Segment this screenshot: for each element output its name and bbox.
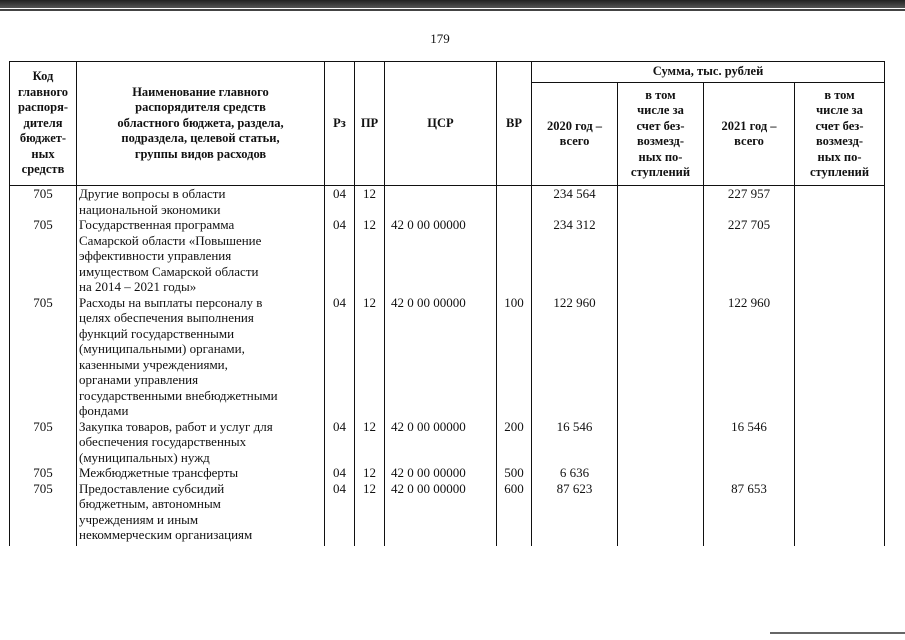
spacer-cell <box>532 543 618 546</box>
header-vr: ВР <box>497 62 532 186</box>
header-2020-total: 2020 год – всего <box>532 83 618 186</box>
cell-name: Расходы на выплаты персоналу в целях обеспечения выполнения функций государственными (муниципальными) органами, казенными учреждениями, органами управления государственными внебюджетными фондами <box>77 295 325 419</box>
cell-2021-free <box>795 186 885 218</box>
cell-rz: 04 <box>325 186 355 218</box>
cell-2020-free <box>618 481 704 543</box>
cell-csr: 42 0 00 00000 <box>385 465 497 481</box>
cell-name: Предоставление субсидий бюджетным, автономным учреждениям и иным некоммерческим организациям <box>77 481 325 543</box>
spacer-cell <box>77 543 325 546</box>
table-row <box>10 295 885 419</box>
cell-csr: 42 0 00 00000 <box>385 295 497 419</box>
cell-pr: 12 <box>355 465 385 481</box>
table-row <box>10 217 885 295</box>
cell-pr: 12 <box>355 217 385 295</box>
header-2020-free: в том числе за счет без- возмезд- ных по- ступлений <box>618 83 704 186</box>
table-row <box>10 465 885 481</box>
cell-2021-total: 87 653 <box>704 481 795 543</box>
cell-vr: 200 <box>497 419 532 466</box>
cell-2020-total: 234 312 <box>532 217 618 295</box>
cell-vr <box>497 186 532 218</box>
header-rz: Рз <box>325 62 355 186</box>
header-name: Наименование главного распорядителя средств областного бюджета, раздела, подраздела, целевой статьи, группы видов расходов <box>77 62 325 186</box>
spacer-cell <box>497 543 532 546</box>
cell-pr: 12 <box>355 419 385 466</box>
cell-2020-total: 6 636 <box>532 465 618 481</box>
cell-2021-total: 227 705 <box>704 217 795 295</box>
cell-2021-free <box>795 217 885 295</box>
cell-csr: 42 0 00 00000 <box>385 217 497 295</box>
cell-rz: 04 <box>325 481 355 543</box>
cell-name: Государственная программа Самарской области «Повышение эффективности управления имуществом Самарской области на 2014 – 2021 годы» <box>77 217 325 295</box>
header-sum: Сумма, тыс. рублей <box>532 62 885 83</box>
cell-2020-total: 87 623 <box>532 481 618 543</box>
budget-table <box>9 61 885 546</box>
cell-2020-free <box>618 217 704 295</box>
cell-2020-free <box>618 465 704 481</box>
cell-2021-total: 227 957 <box>704 186 795 218</box>
header-pr: ПР <box>355 62 385 186</box>
cell-2021-total <box>704 465 795 481</box>
cell-2021-free <box>795 295 885 419</box>
spacer-cell <box>325 543 355 546</box>
cell-csr: 42 0 00 00000 <box>385 481 497 543</box>
cell-csr <box>385 186 497 218</box>
spacer-cell <box>385 543 497 546</box>
scan-top-border <box>0 0 905 8</box>
spacer-cell <box>618 543 704 546</box>
cell-pr: 12 <box>355 186 385 218</box>
table-row <box>10 481 885 543</box>
header-2021-free: в том числе за счет без- возмезд- ных по- ступлений <box>795 83 885 186</box>
cell-name: Другие вопросы в области национальной экономики <box>77 186 325 218</box>
cell-kod: 705 <box>10 419 77 466</box>
cell-vr: 100 <box>497 295 532 419</box>
cell-2020-total: 234 564 <box>532 186 618 218</box>
cell-2021-total: 16 546 <box>704 419 795 466</box>
cell-pr: 12 <box>355 295 385 419</box>
cell-rz: 04 <box>325 419 355 466</box>
cell-vr <box>497 217 532 295</box>
cell-vr: 600 <box>497 481 532 543</box>
header-kod: Код главного распоря- дителя бюджет- ных средств <box>10 62 77 186</box>
cell-rz: 04 <box>325 217 355 295</box>
cell-2021-total: 122 960 <box>704 295 795 419</box>
spacer-cell <box>704 543 795 546</box>
cell-pr: 12 <box>355 481 385 543</box>
cell-2021-free <box>795 465 885 481</box>
header-2021-total: 2021 год – всего <box>704 83 795 186</box>
cell-2020-free <box>618 419 704 466</box>
cell-csr: 42 0 00 00000 <box>385 419 497 466</box>
page-number: 179 <box>430 31 450 46</box>
spacer-cell <box>355 543 385 546</box>
cell-rz: 04 <box>325 465 355 481</box>
table-row <box>10 419 885 466</box>
cell-2020-free <box>618 186 704 218</box>
header-csr: ЦСР <box>385 62 497 186</box>
cell-kod: 705 <box>10 217 77 295</box>
cell-rz: 04 <box>325 295 355 419</box>
table-bottom-spacer <box>10 543 885 546</box>
spacer-cell <box>795 543 885 546</box>
table-row <box>10 186 885 218</box>
cell-2020-total: 16 546 <box>532 419 618 466</box>
cell-2020-total: 122 960 <box>532 295 618 419</box>
cell-vr: 500 <box>497 465 532 481</box>
spacer-cell <box>10 543 77 546</box>
cell-2020-free <box>618 295 704 419</box>
cell-name: Межбюджетные трансферты <box>77 465 325 481</box>
cell-name: Закупка товаров, работ и услуг для обеспечения государственных (муниципальных) нужд <box>77 419 325 466</box>
cell-kod: 705 <box>10 481 77 543</box>
cell-kod: 705 <box>10 295 77 419</box>
table-body <box>10 186 885 546</box>
cell-2021-free <box>795 419 885 466</box>
cell-2021-free <box>795 481 885 543</box>
cell-kod: 705 <box>10 465 77 481</box>
cell-kod: 705 <box>10 186 77 218</box>
scan-top-line <box>0 9 905 11</box>
scan-bottom-line <box>770 632 905 634</box>
